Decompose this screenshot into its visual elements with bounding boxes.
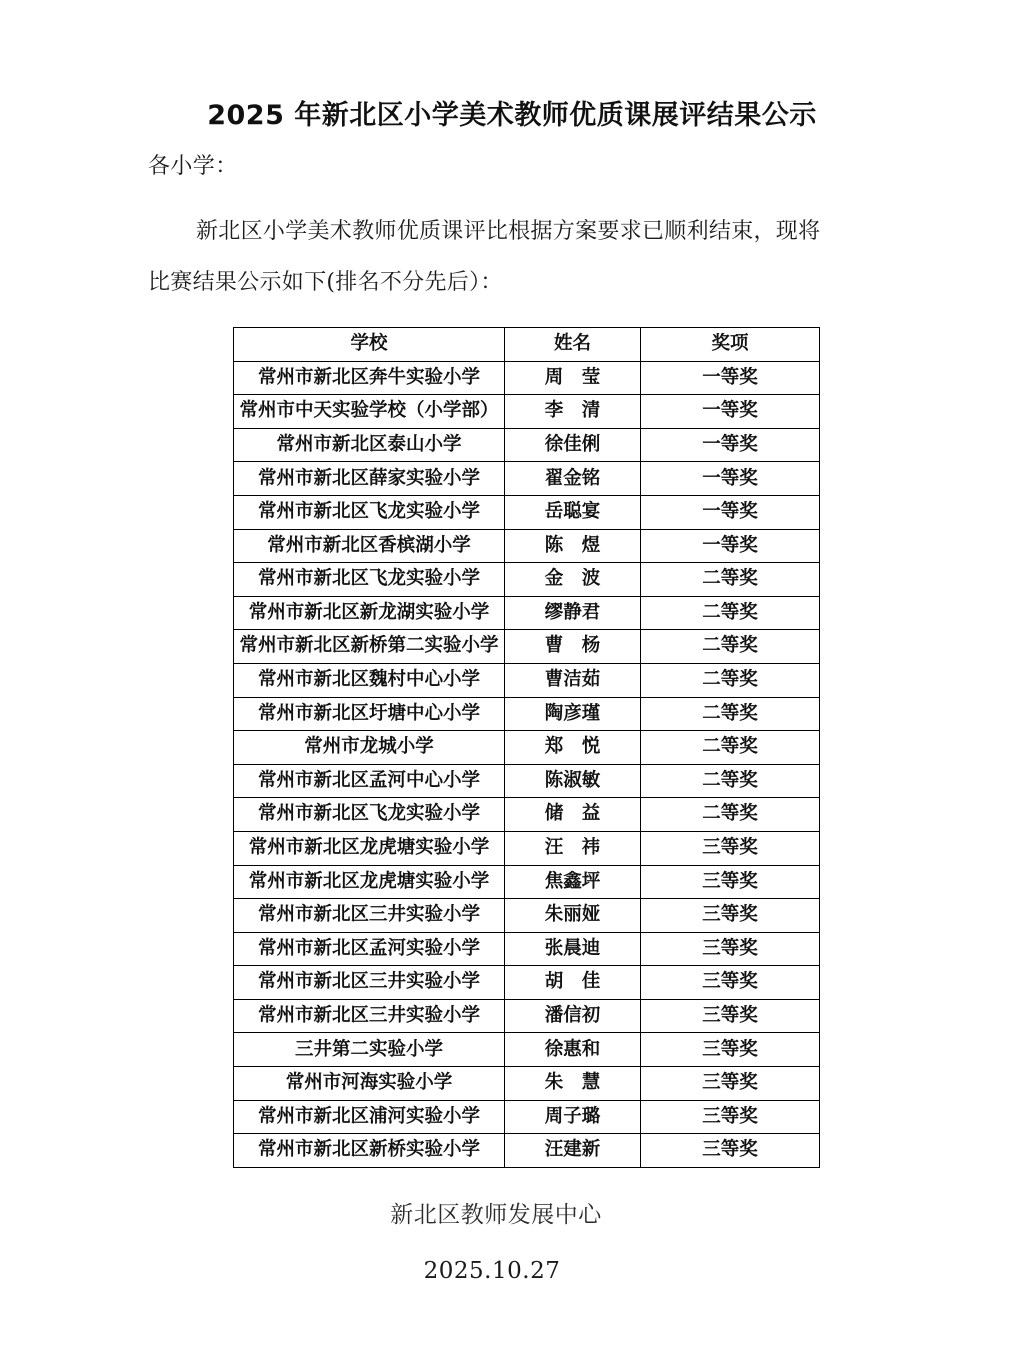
table-row <box>234 428 820 462</box>
cell-school: 常州市新北区三井实验小学 <box>234 966 505 1000</box>
page-title: 2025 年新北区小学美术教师优质课展评结果公示 <box>207 100 817 131</box>
cell-award: 三等奖 <box>641 865 820 899</box>
cell-school: 三井第二实验小学 <box>234 1033 505 1067</box>
cell-name: 徐佳俐 <box>505 428 641 462</box>
table-row <box>234 831 820 865</box>
cell-school: 常州市新北区三井实验小学 <box>234 999 505 1033</box>
cell-school: 常州市中天实验学校（小学部） <box>234 395 505 429</box>
cell-school: 常州市新北区孟河中心小学 <box>234 764 505 798</box>
table-row <box>234 563 820 597</box>
cell-name: 陶彦瑾 <box>505 697 641 731</box>
cell-award: 一等奖 <box>641 361 820 395</box>
results-table <box>233 327 820 1168</box>
cell-award: 三等奖 <box>641 1100 820 1134</box>
table-row <box>234 1134 820 1168</box>
table-row <box>234 1033 820 1067</box>
table-row <box>234 529 820 563</box>
cell-name: 徐惠和 <box>505 1033 641 1067</box>
cell-name: 汪建新 <box>505 1134 641 1168</box>
cell-name: 金 波 <box>505 563 641 597</box>
column-header-award: 奖项 <box>641 328 820 362</box>
cell-name: 胡 佳 <box>505 966 641 1000</box>
cell-award: 二等奖 <box>641 630 820 664</box>
cell-award: 二等奖 <box>641 563 820 597</box>
table-row <box>234 966 820 1000</box>
cell-award: 三等奖 <box>641 932 820 966</box>
cell-name: 岳聪宴 <box>505 495 641 529</box>
cell-name: 李 清 <box>505 395 641 429</box>
cell-name: 周 莹 <box>505 361 641 395</box>
cell-school: 常州市新北区龙虎塘实验小学 <box>234 831 505 865</box>
cell-award: 一等奖 <box>641 428 820 462</box>
table-row <box>234 731 820 765</box>
cell-award: 一等奖 <box>641 395 820 429</box>
cell-school: 常州市新北区飞龙实验小学 <box>234 563 505 597</box>
table-row <box>234 1100 820 1134</box>
cell-name: 缪静君 <box>505 596 641 630</box>
cell-name: 焦鑫坪 <box>505 865 641 899</box>
cell-school: 常州市新北区孟河实验小学 <box>234 932 505 966</box>
cell-school: 常州市新北区香槟湖小学 <box>234 529 505 563</box>
cell-name: 陈淑敏 <box>505 764 641 798</box>
cell-award: 三等奖 <box>641 1134 820 1168</box>
cell-award: 三等奖 <box>641 966 820 1000</box>
cell-school: 常州市新北区圩塘中心小学 <box>234 697 505 731</box>
table-row <box>234 798 820 832</box>
table-row <box>234 697 820 731</box>
cell-name: 储 益 <box>505 798 641 832</box>
cell-award: 一等奖 <box>641 462 820 496</box>
cell-award: 三等奖 <box>641 999 820 1033</box>
cell-award: 三等奖 <box>641 1033 820 1067</box>
column-header-name: 姓名 <box>505 328 641 362</box>
cell-name: 张晨迪 <box>505 932 641 966</box>
table-row <box>234 932 820 966</box>
cell-name: 周子璐 <box>505 1100 641 1134</box>
table-row <box>234 999 820 1033</box>
cell-school: 常州市新北区新桥第二实验小学 <box>234 630 505 664</box>
cell-school: 常州市新北区龙虎塘实验小学 <box>234 865 505 899</box>
table-row <box>234 596 820 630</box>
cell-award: 二等奖 <box>641 731 820 765</box>
cell-award: 三等奖 <box>641 1067 820 1101</box>
table-row <box>234 462 820 496</box>
cell-name: 朱丽娅 <box>505 899 641 933</box>
results-table-body <box>234 361 820 1167</box>
signature-date: 2025.10.27 <box>423 1258 561 1284</box>
cell-award: 二等奖 <box>641 663 820 697</box>
table-row <box>234 630 820 664</box>
table-row <box>234 899 820 933</box>
body-paragraph <box>148 206 878 308</box>
cell-school: 常州市新北区魏村中心小学 <box>234 663 505 697</box>
cell-school: 常州市新北区奔牛实验小学 <box>234 361 505 395</box>
cell-school: 常州市新北区新桥实验小学 <box>234 1134 505 1168</box>
table-row <box>234 764 820 798</box>
table-row <box>234 395 820 429</box>
cell-award: 二等奖 <box>641 596 820 630</box>
salutation: 各小学： <box>148 154 238 179</box>
cell-school: 常州市龙城小学 <box>234 731 505 765</box>
cell-award: 二等奖 <box>641 764 820 798</box>
column-header-school: 学校 <box>234 328 505 362</box>
cell-school: 常州市河海实验小学 <box>234 1067 505 1101</box>
cell-name: 陈 煜 <box>505 529 641 563</box>
cell-school: 常州市新北区飞龙实验小学 <box>234 798 505 832</box>
cell-school: 常州市新北区飞龙实验小学 <box>234 495 505 529</box>
cell-name: 汪 祎 <box>505 831 641 865</box>
cell-name: 潘信初 <box>505 999 641 1033</box>
body-paragraph-line2: 比赛结果公示如下(排名不分先后）： <box>148 270 503 295</box>
cell-award: 一等奖 <box>641 495 820 529</box>
cell-award: 一等奖 <box>641 529 820 563</box>
cell-name: 郑 悦 <box>505 731 641 765</box>
body-paragraph-line1: 新北区小学美术教师优质课评比根据方案要求已顺利结束，现将 <box>196 219 821 244</box>
cell-school: 常州市新北区浦河实验小学 <box>234 1100 505 1134</box>
table-row <box>234 663 820 697</box>
cell-name: 曹洁茹 <box>505 663 641 697</box>
cell-name: 曹 杨 <box>505 630 641 664</box>
cell-school: 常州市新北区新龙湖实验小学 <box>234 596 505 630</box>
cell-award: 二等奖 <box>641 798 820 832</box>
cell-award: 二等奖 <box>641 697 820 731</box>
cell-name: 朱 慧 <box>505 1067 641 1101</box>
results-table-container <box>233 327 819 1168</box>
table-row <box>234 495 820 529</box>
cell-award: 三等奖 <box>641 831 820 865</box>
cell-school: 常州市新北区泰山小学 <box>234 428 505 462</box>
table-row <box>234 865 820 899</box>
signature-organization: 新北区教师发展中心 <box>390 1202 602 1228</box>
cell-name: 翟金铭 <box>505 462 641 496</box>
cell-school: 常州市新北区三井实验小学 <box>234 899 505 933</box>
table-header-row <box>234 328 820 362</box>
table-row <box>234 1067 820 1101</box>
cell-school: 常州市新北区薛家实验小学 <box>234 462 505 496</box>
cell-award: 三等奖 <box>641 899 820 933</box>
table-row <box>234 361 820 395</box>
